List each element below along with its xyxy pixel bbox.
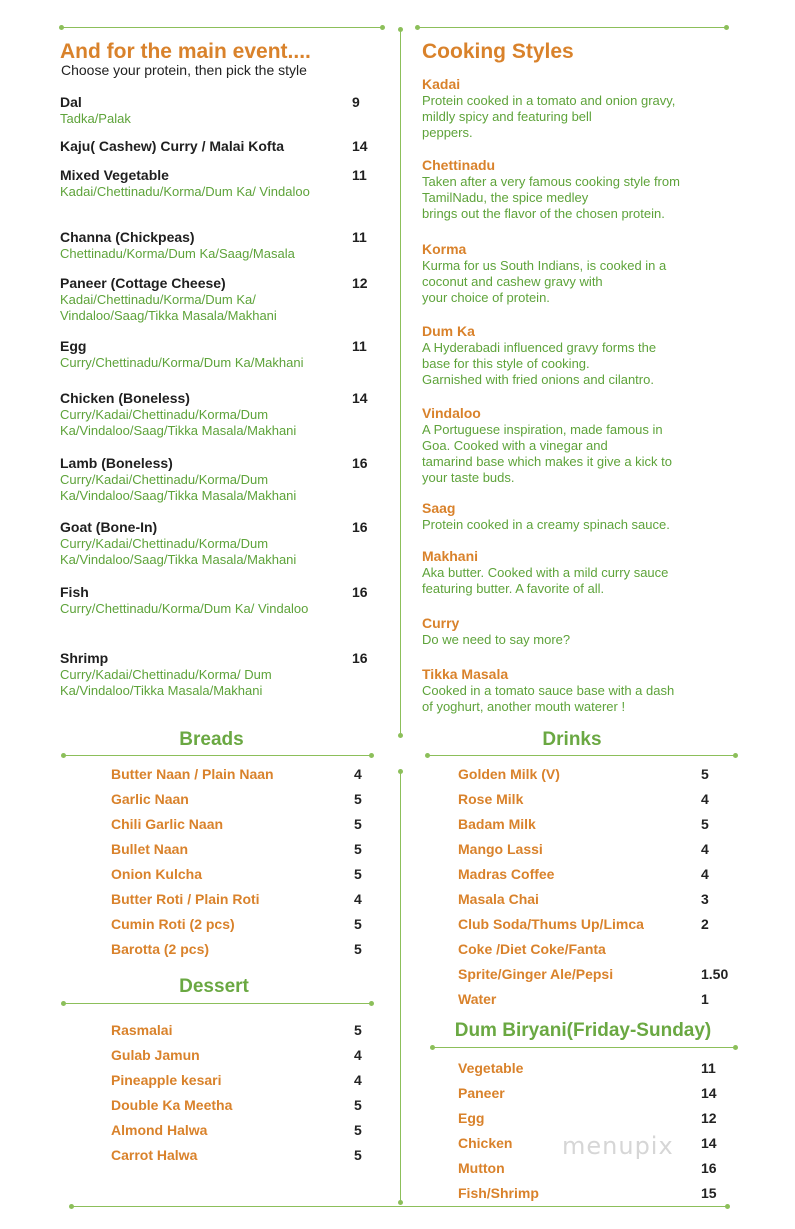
center-divider-top [400,30,401,735]
biryani-item-price: 16 [701,1160,717,1176]
dessert-item-name: Carrot Halwa [111,1147,198,1163]
biryani-item-price: 14 [701,1135,717,1151]
biryani-item-price: 15 [701,1185,717,1201]
dessert-item-name: Pineapple kesari [111,1072,222,1088]
drink-item-name: Mango Lassi [458,841,543,857]
main-item-price: 14 [352,390,368,406]
cooking-style [422,156,742,222]
drink-item [458,841,709,857]
drink-item [458,791,709,807]
main-item [60,650,370,699]
cooking-style-name: Makhani [422,548,479,564]
cooking-style-name: Vindaloo [422,405,481,421]
drink-item-price: 4 [701,866,709,882]
main-item-price: 14 [352,138,368,154]
biryani-item [458,1160,717,1176]
main-item [60,584,370,617]
drink-item [458,866,709,882]
drink-item [458,941,606,957]
biryani-item-price: 11 [701,1060,716,1076]
drink-item-price: 5 [701,766,709,782]
main-item [60,338,370,371]
main-item-styles: Tadka/Palak [60,111,131,126]
drink-item [458,916,709,932]
main-item-price: 12 [352,275,368,291]
bread-item-name: Onion Kulcha [111,866,202,882]
drink-item-name: Golden Milk (V) [458,766,560,782]
bread-item-price: 5 [354,816,362,832]
cooking-style [422,322,742,388]
dessert-item-price: 5 [354,1022,362,1038]
bread-item-name: Bullet Naan [111,841,189,857]
drink-item-name: Sprite/Ginger Ale/Pepsi [458,966,614,982]
main-item-name: Shrimp [60,650,109,666]
bread-item [111,841,362,857]
main-item [60,167,370,200]
main-item-name: Goat (Bone-In) [60,519,158,535]
bread-item [111,791,362,807]
drink-item [458,991,709,1007]
cooking-style [422,547,742,597]
biryani-item-name: Vegetable [458,1060,524,1076]
bread-item-price: 5 [354,791,362,807]
biryani-item-name: Paneer [458,1085,505,1101]
main-item [60,138,370,155]
drink-item-name: Water [458,991,497,1007]
dessert-item-price: 5 [354,1097,362,1113]
dessert-item [111,1047,362,1063]
drink-item-price: 5 [701,816,709,832]
dessert-divider [64,1003,371,1004]
main-item-price: 9 [352,94,360,110]
cooking-style [422,499,742,533]
cooking-style-desc: A Hyderabadi influenced gravy forms the base for this style of cooking. Garnished with fried onions and cilantro. [422,340,657,387]
biryani-item [458,1185,717,1201]
biryani-item-name: Mutton [458,1160,505,1176]
dessert-item-name: Almond Halwa [111,1122,208,1138]
cooking-style-desc: Aka butter. Cooked with a mild curry sauce featuring butter. A favorite of all. [422,565,669,596]
cooking-style [422,240,742,306]
cooking-style [422,614,742,648]
main-subtitle: Choose your protein, then pick the style [61,62,307,78]
drink-item [458,766,709,782]
biryani-item-price: 14 [701,1085,717,1101]
main-item-price: 11 [352,229,367,245]
biryani-item-name: Fish/Shrimp [458,1185,539,1201]
bread-item-price: 4 [354,766,362,782]
bread-item-name: Butter Roti / Plain Roti [111,891,260,907]
biryani-item [458,1060,716,1076]
drink-item-name: Badam Milk [458,816,536,832]
cooking-style-desc: A Portuguese inspiration, made famous in Goa. Cooked with a vinegar and tamarind base which makes it give a kick to your taste buds. [422,422,672,485]
dessert-item [111,1122,362,1138]
main-item [60,94,370,127]
biryani-item-name: Chicken [458,1135,513,1151]
drink-item-price: 3 [701,891,709,907]
cooking-style-name: Kadai [422,76,461,92]
biryani-item-name: Egg [458,1110,485,1126]
dessert-item-name: Double Ka Meetha [111,1097,233,1113]
top-left-divider [62,27,382,28]
drink-item-name: Coke /Diet Coke/Fanta [458,941,606,957]
cooking-style-name: Tikka Masala [422,666,509,682]
drink-item-name: Masala Chai [458,891,539,907]
cooking-style-name: Dum Ka [422,323,475,339]
bread-item [111,866,362,882]
main-item-name: Egg [60,338,87,354]
dessert-item-price: 5 [354,1147,362,1163]
biryani-item [458,1085,717,1101]
drinks-title: Drinks [542,729,602,750]
bread-item-price: 5 [354,841,362,857]
cooking-styles-title: Cooking Styles [422,40,574,63]
bread-item-price: 5 [354,916,362,932]
drink-item-price: 1 [701,991,709,1007]
cooking-style-desc: Taken after a very famous cooking style from TamilNadu, the spice medley brings out the flavor of the chosen protein. [422,174,680,221]
dessert-item [111,1097,362,1113]
cooking-style-desc: Kurma for us South Indians, is cooked in a coconut and cashew gravy with your choice of protein. [422,258,667,305]
bread-item-name: Chili Garlic Naan [111,816,224,832]
main-item-price: 16 [352,650,368,666]
biryani-item [458,1110,717,1126]
main-item [60,229,370,262]
dessert-item [111,1022,362,1038]
drink-item-name: Rose Milk [458,791,524,807]
watermark-text: menupix [562,1132,674,1160]
main-item-name: Mixed Vegetable [60,167,169,183]
main-item [60,519,370,568]
main-item-price: 16 [352,584,368,600]
main-item-styles: Curry/Chettinadu/Korma/Dum Ka/ Vindaloo [60,601,309,616]
main-item-price: 11 [352,167,367,183]
dessert-item-price: 5 [354,1122,362,1138]
dessert-item [111,1072,362,1088]
bread-item [111,941,362,957]
main-item-name: Lamb (Boneless) [60,455,173,471]
dessert-item-price: 4 [354,1047,362,1063]
main-item-styles: Kadai/Chettinadu/Korma/Dum Ka/ Vindaloo [60,184,310,199]
drink-item-price: 4 [701,841,709,857]
bread-item-price: 4 [354,891,362,907]
main-item-name: Channa (Chickpeas) [60,229,195,245]
main-item-name: Dal [60,94,82,110]
cooking-style [422,75,742,141]
cooking-style-desc: Cooked in a tomato sauce base with a dash of yoghurt, another mouth waterer ! [422,683,675,714]
biryani-divider [433,1047,735,1048]
main-item-name: Chicken (Boneless) [60,390,190,406]
main-item-name: Paneer (Cottage Cheese) [60,275,226,291]
dessert-title: Dessert [179,976,249,997]
cooking-style-name: Saag [422,500,456,516]
cooking-style-name: Chettinadu [422,157,496,173]
cooking-style [422,404,742,486]
cooking-style-name: Curry [422,615,460,631]
bread-item-price: 5 [354,941,362,957]
main-item-name: Kaju( Cashew) Curry / Malai Kofta [60,138,285,154]
main-item-name: Fish [60,584,89,600]
drink-item-name: Madras Coffee [458,866,555,882]
cooking-style-desc: Protein cooked in a creamy spinach sauce. [422,517,670,532]
main-item-price: 11 [352,338,367,354]
dessert-item-price: 4 [354,1072,362,1088]
main-item-styles: Curry/Kadai/Chettinadu/Korma/Dum Ka/Vindaloo/Saag/Tikka Masala/Makhani [60,536,297,567]
bread-item-name: Garlic Naan [111,791,189,807]
biryani-item-price: 12 [701,1110,717,1126]
drink-item [458,966,729,982]
drinks-divider [428,755,735,756]
main-item-styles: Kadai/Chettinadu/Korma/Dum Ka/ Vindaloo/Saag/Tikka Masala/Makhani [60,292,277,323]
drink-item [458,891,709,907]
main-item [60,275,370,324]
dessert-item-name: Gulab Jamun [111,1047,200,1063]
dessert-item [111,1147,362,1163]
bread-item [111,916,362,932]
main-item-styles: Chettinadu/Korma/Dum Ka/Saag/Masala [60,246,295,261]
top-right-divider [418,27,726,28]
main-item-styles: Curry/Kadai/Chettinadu/Korma/ Dum Ka/Vindaloo/Tikka Masala/Makhani [60,667,272,698]
cooking-style-desc: Do we need to say more? [422,632,571,647]
bread-item [111,766,362,782]
main-title: And for the main event.... [60,40,311,63]
drink-item [458,816,709,832]
cooking-style-desc: Protein cooked in a tomato and onion gravy, mildly spicy and featuring bell peppers. [422,93,676,140]
cooking-style [422,665,742,715]
center-divider-bottom [400,772,401,1202]
bread-item-price: 5 [354,866,362,882]
bread-item-name: Cumin Roti (2 pcs) [111,916,235,932]
drink-item-name: Club Soda/Thums Up/Limca [458,916,644,932]
main-item [60,390,370,439]
cooking-style-name: Korma [422,241,467,257]
breads-title: Breads [179,729,244,750]
main-item [60,455,370,504]
dessert-item-name: Rasmalai [111,1022,173,1038]
bread-item [111,891,362,907]
bread-item-name: Butter Naan / Plain Naan [111,766,274,782]
main-item-price: 16 [352,455,368,471]
breads-divider [64,755,371,756]
biryani-title: Dum Biryani(Friday-Sunday) [454,1020,712,1041]
drink-item-price: 4 [701,791,709,807]
main-item-styles: Curry/Chettinadu/Korma/Dum Ka/Makhani [60,355,304,370]
main-item-styles: Curry/Kadai/Chettinadu/Korma/Dum Ka/Vindaloo/Saag/Tikka Masala/Makhani [60,472,297,503]
drink-item-price: 1.50 [701,966,729,982]
drink-item-price: 2 [701,916,709,932]
bottom-divider [72,1206,727,1207]
main-item-styles: Curry/Kadai/Chettinadu/Korma/Dum Ka/Vindaloo/Saag/Tikka Masala/Makhani [60,407,297,438]
bread-item [111,816,362,832]
main-item-price: 16 [352,519,368,535]
bread-item-name: Barotta (2 pcs) [111,941,210,957]
